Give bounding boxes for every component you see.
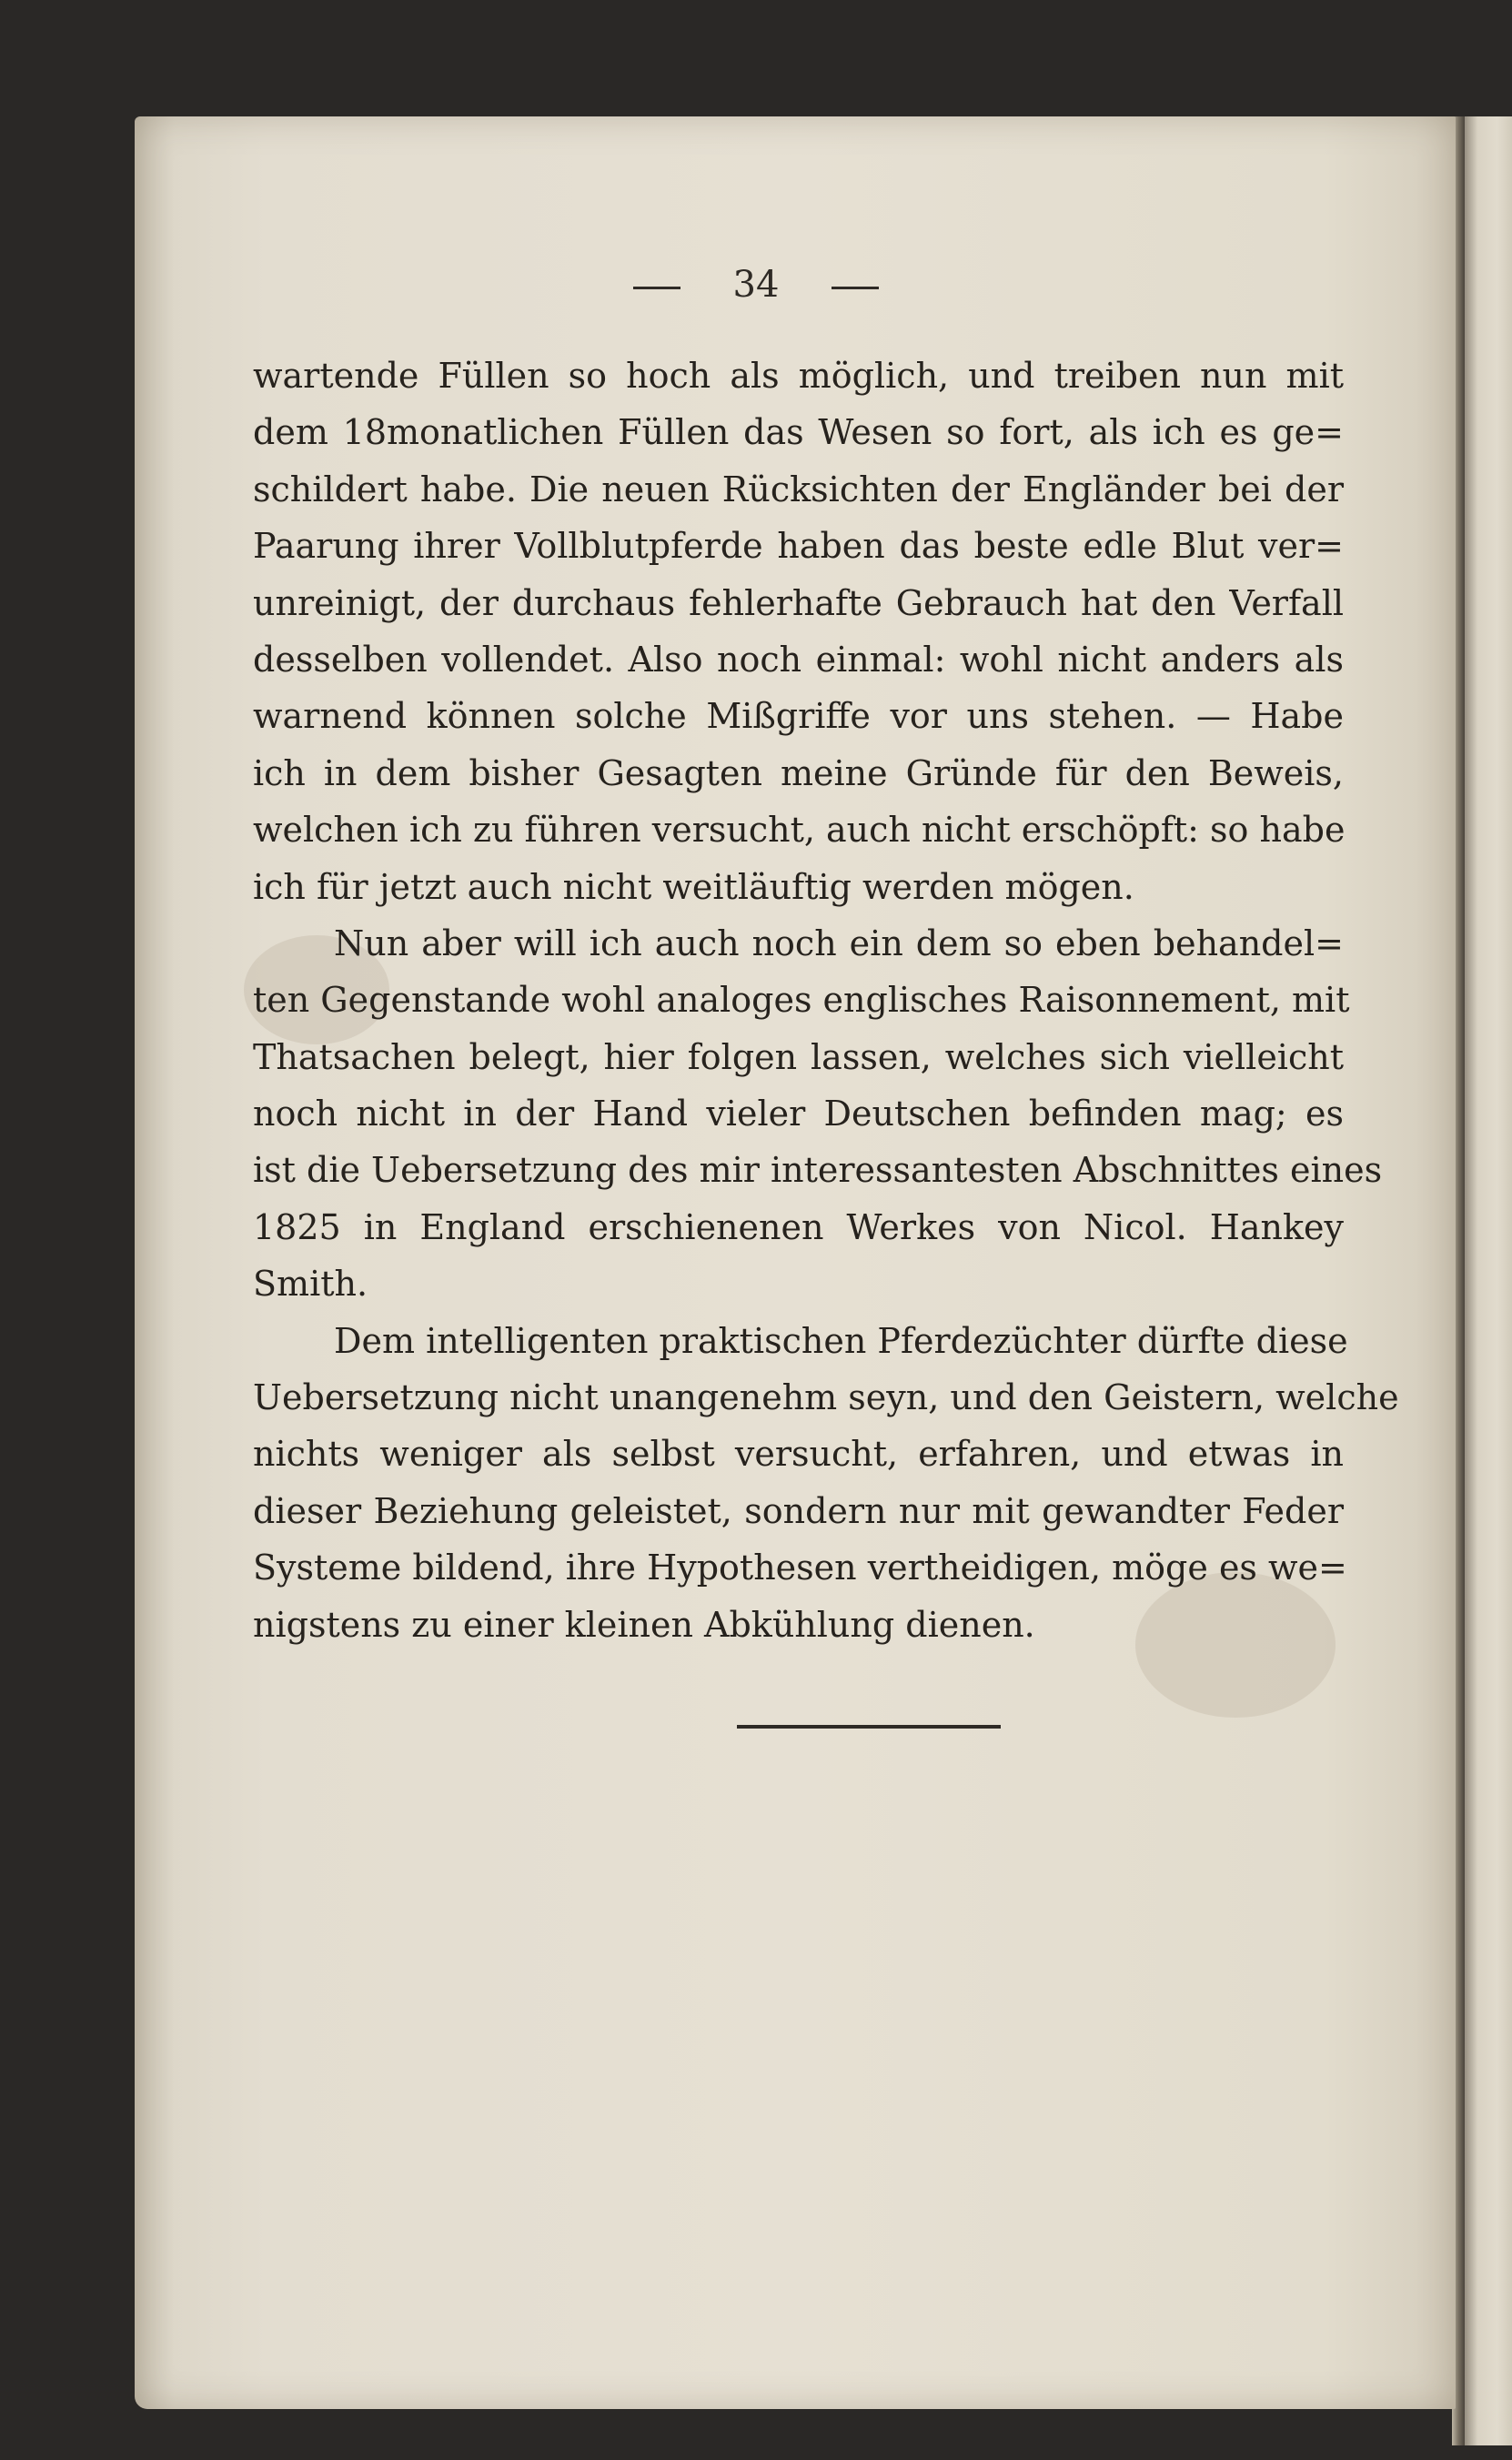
text-line: unreinigt, der durchaus fehlerhafte Gebrauch hat den Verfall xyxy=(253,582,1344,623)
closing-rule xyxy=(737,1725,1001,1729)
header-dash-left xyxy=(633,287,680,289)
facing-page-edge xyxy=(1463,116,1512,2445)
page-header xyxy=(0,264,1512,306)
text-line: noch nicht in der Hand vieler Deutschen befinden mag; es xyxy=(253,1094,1344,1134)
text-line: dem 18monatlichen Füllen das Wesen so fort, als ich es ge= xyxy=(253,412,1344,453)
text-line: nichts weniger als selbst versucht, erfahren, und etwas in xyxy=(253,1434,1344,1475)
text-line: 1825 in England erschienenen Werkes von Nicol. Hankey xyxy=(253,1206,1344,1247)
text-line: welchen ich zu führen versucht, auch nicht erschöpft: so habe xyxy=(253,810,1346,851)
text-line: ist die Uebersetzung des mir interessantesten Abschnittes eines xyxy=(253,1150,1383,1191)
text-line: nigstens zu einer kleinen Abkühlung dienen. xyxy=(253,1604,1035,1645)
text-line: ich für jetzt auch nicht weitläuftig werden mögen. xyxy=(253,866,1134,907)
text-line: warnend können solche Mißgriffe vor uns stehen. — Habe xyxy=(253,696,1344,737)
paragraph xyxy=(253,348,1344,915)
text-line: Uebersetzung nicht unangenehm seyn, und den Geistern, welche xyxy=(253,1377,1399,1418)
paragraph xyxy=(253,1313,1399,1653)
text-line: Paarung ihrer Vollblutpferde haben das beste edle Blut ver= xyxy=(253,526,1344,567)
text-line: schildert habe. Die neuen Rücksichten der Engländer bei der xyxy=(253,469,1344,509)
text-line: ten Gegenstande wohl analoges englisches Raisonnement, mit xyxy=(253,980,1350,1021)
text-line: Smith. xyxy=(253,1264,368,1305)
header-dash-right xyxy=(832,287,879,289)
text-line: ich in dem bisher Gesagten meine Gründe für den Beweis, xyxy=(253,752,1344,793)
body-text xyxy=(253,348,1399,1653)
page-number: 34 xyxy=(732,264,780,306)
text-line: Dem intelligenten praktischen Pferdezüchter dürfte diese xyxy=(334,1320,1348,1361)
text-line: wartende Füllen so hoch als möglich, und treiben nun mit xyxy=(253,356,1344,396)
text-line: desselben vollendet. Also noch einmal: wohl nicht anders als xyxy=(253,639,1344,680)
text-line: dieser Beziehung geleistet, sondern nur mit gewandter Feder xyxy=(253,1490,1344,1531)
text-line: Systeme bildend, ihre Hypothesen vertheidigen, möge es we= xyxy=(253,1548,1347,1588)
text-line: Thatsachen belegt, hier folgen lassen, welches sich vielleicht xyxy=(253,1036,1344,1077)
paragraph xyxy=(253,915,1383,1313)
text-line: Nun aber will ich auch noch ein dem so eben behandel= xyxy=(334,922,1344,963)
